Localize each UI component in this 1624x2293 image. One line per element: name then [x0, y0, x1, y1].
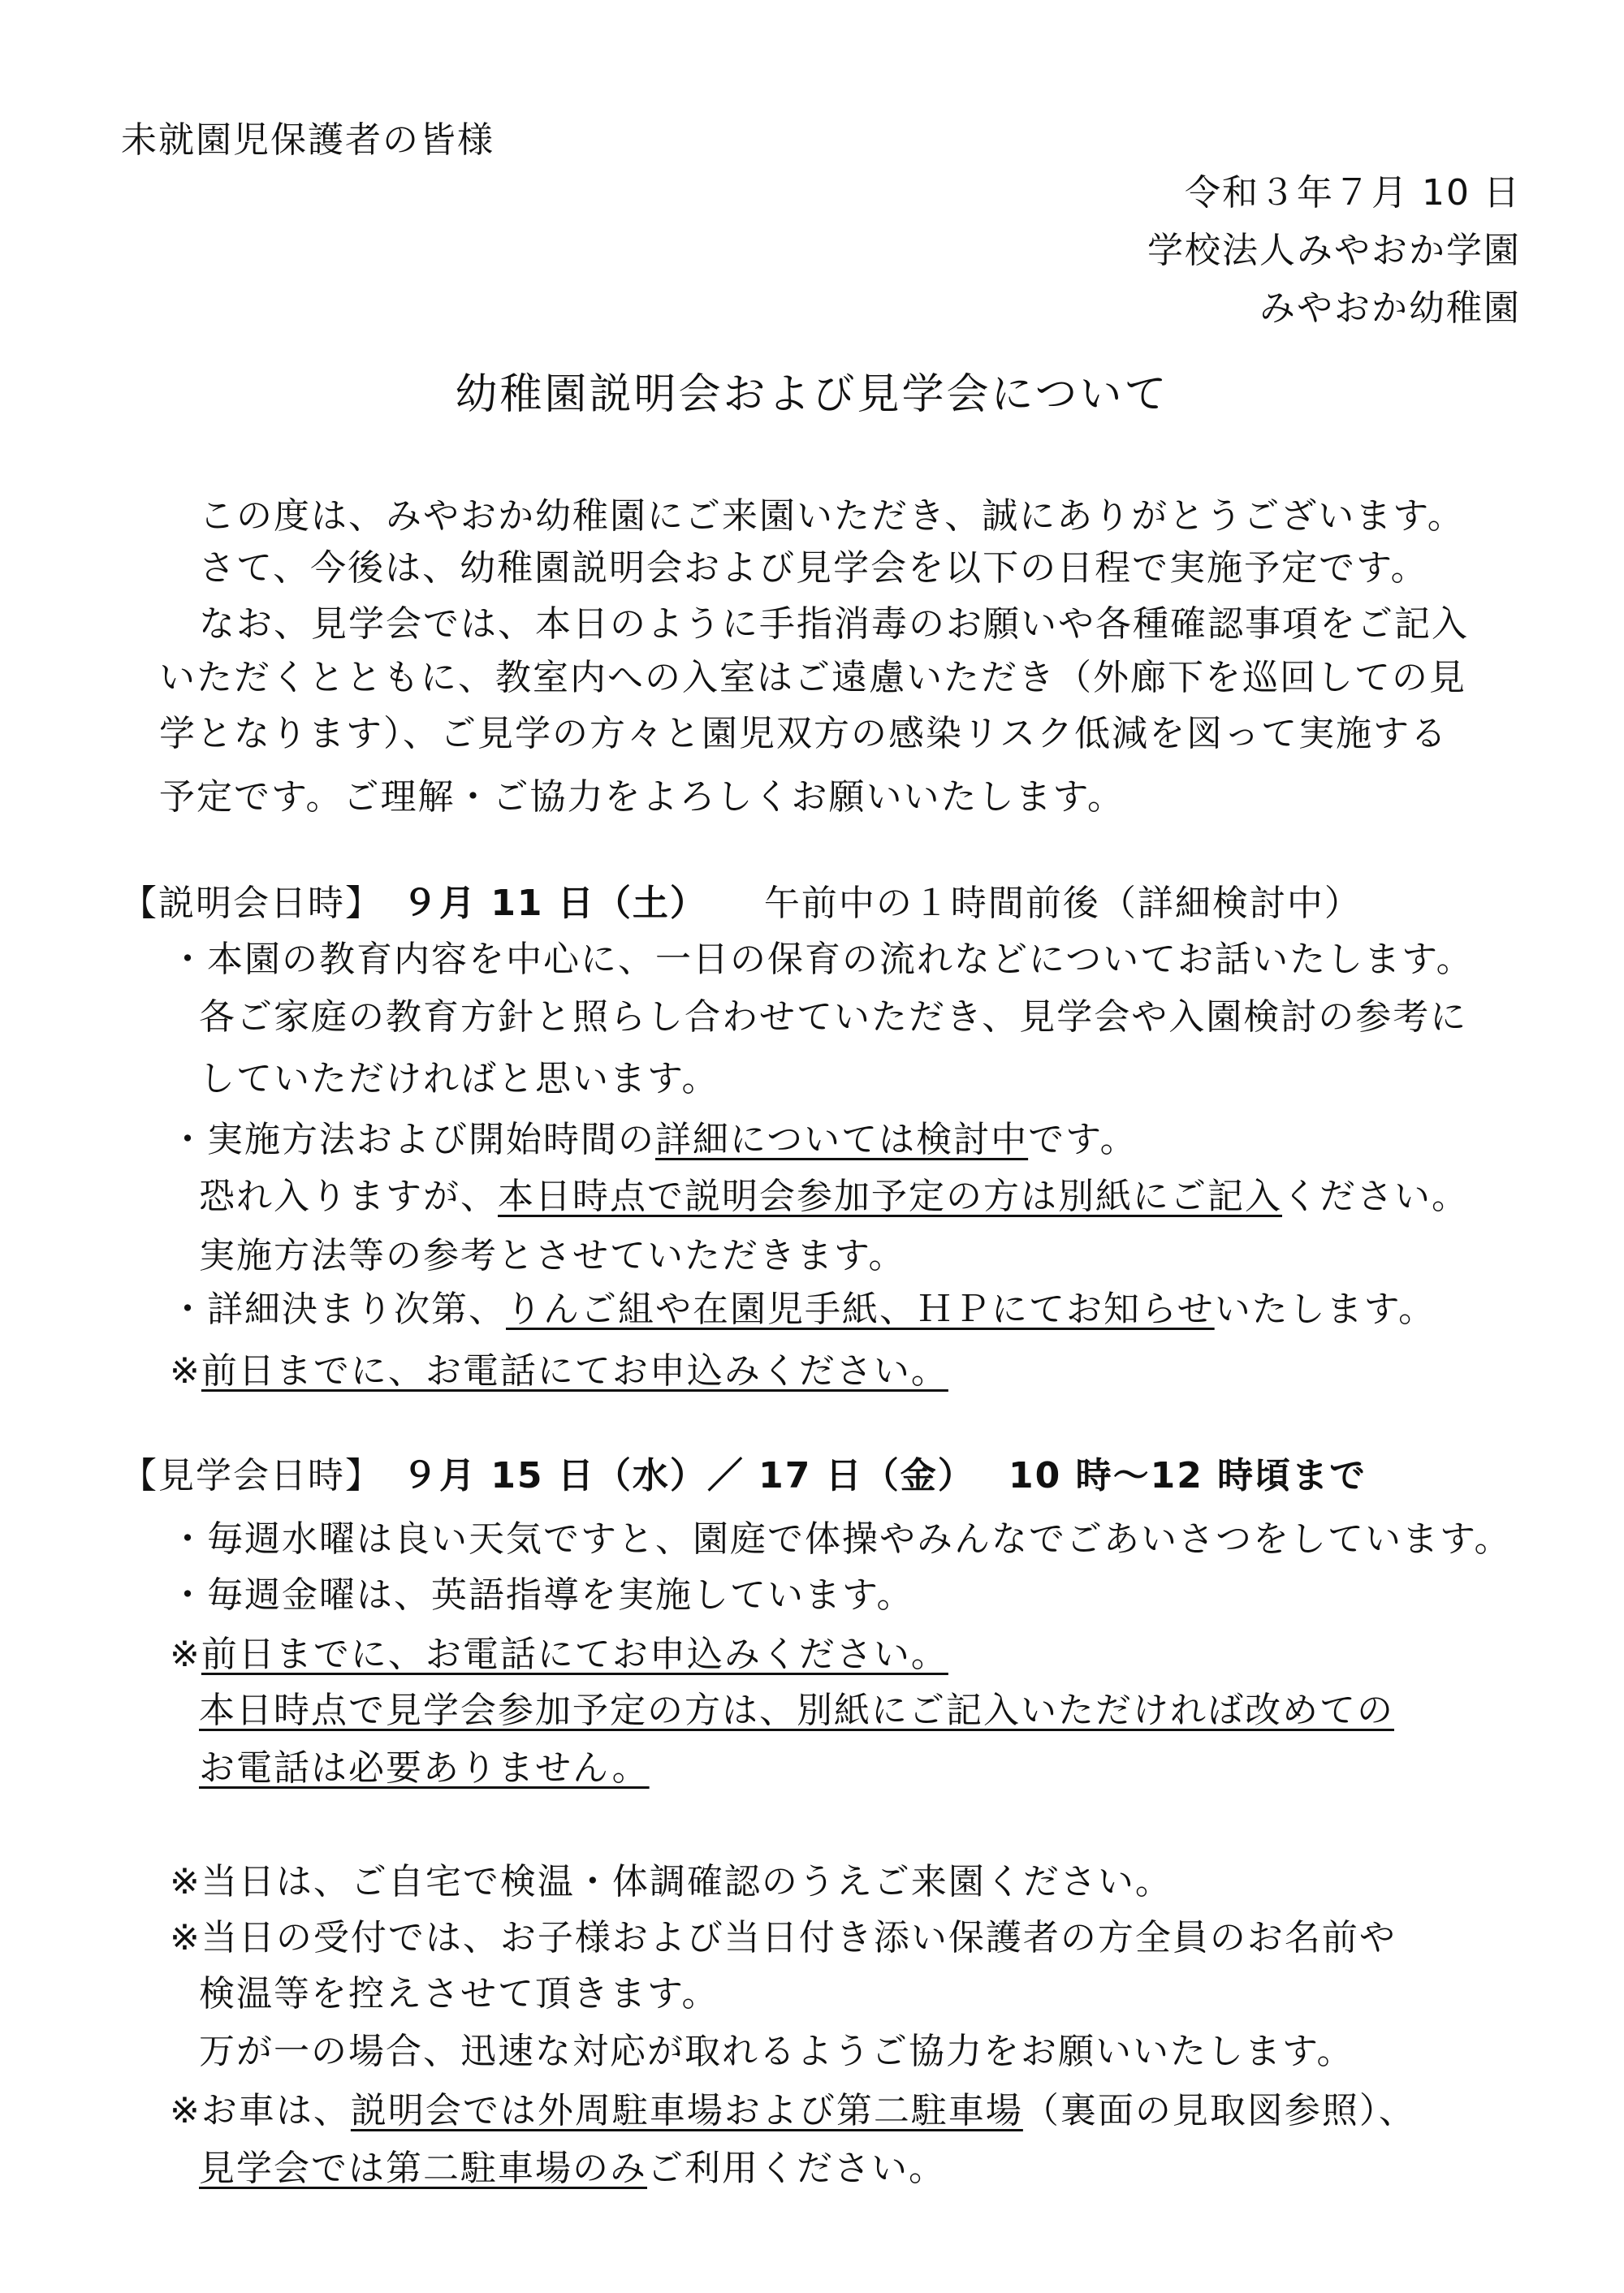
text-segment: です。 [1028, 1119, 1138, 1160]
briefing-bullet [170, 1287, 1436, 1332]
text-segment: していただければと思います。 [199, 1058, 719, 1099]
school-name: みやおか幼稚園 [1259, 287, 1521, 329]
underlined-text: 説明会では外周駐車場および第二駐車場 [350, 2090, 1023, 2131]
text-segment: いただくとともに、教室内への入室はご遠慮いただき（外廊下を巡回しての見 [159, 657, 1466, 698]
intro-line [199, 494, 1465, 539]
underlined-text: 前日までに、お電話にてお申込みください。 [201, 1634, 948, 1675]
tour-note-cont [199, 1688, 1394, 1734]
intro-line [159, 775, 1125, 820]
intro-line [199, 546, 1428, 591]
briefing-bullet-cont [199, 995, 1467, 1040]
organization: 学校法人みやおか学園 [1147, 230, 1521, 271]
text-segment: ・毎週水曜は良い天気ですと、園庭で体操やみんなでごあいさつをしています。 [170, 1518, 1512, 1560]
text-segment: 各ご家庭の教育方針と照らし合わせていただき、見学会や入園検討の参考に [199, 996, 1468, 1038]
text-segment: ※ [170, 1634, 201, 1675]
text-segment: 午前中の１時間前後（詳細検討中） [689, 883, 1362, 924]
text-segment: 恐れ入りますが、 [199, 1176, 498, 1217]
text-segment: この度は、みやおか幼稚園にご来園いただき、誠にありがとうございます。 [199, 495, 1465, 537]
text-segment: 予定です。ご理解・ご協力をよろしくお願いいたします。 [159, 776, 1125, 818]
underlined-text: 詳細については検討中 [655, 1119, 1029, 1160]
text-segment: 万が一の場合、迅速な対応が取れるようご協力をお願いいたします。 [199, 2031, 1354, 2072]
briefing-heading [121, 881, 1362, 926]
general-note-cont [199, 1971, 719, 2017]
text-segment: ※当日の受付では、お子様および当日付き添い保護者の方全員のお名前や [170, 1917, 1397, 1958]
briefing-bullet [170, 937, 1474, 982]
underlined-text: お電話は必要ありません。 [199, 1747, 650, 1789]
text-segment: 【説明会日時】 [121, 883, 402, 924]
text-segment: ・詳細決まり次第、 [170, 1289, 506, 1330]
text-segment: ※お車は、 [170, 2090, 351, 2131]
text-segment: ください。 [1282, 1176, 1469, 1217]
general-note [170, 1859, 1173, 1905]
general-note [170, 1915, 1397, 1961]
tour-heading [121, 1453, 1367, 1499]
intro-line [159, 655, 1466, 701]
briefing-note [170, 1349, 948, 1394]
briefing-bullet-cont [199, 1056, 719, 1102]
tour-bullet [170, 1517, 1511, 1562]
parking-note [170, 2088, 1416, 2134]
briefing-bullet-cont [199, 1174, 1469, 1220]
underlined-text: 本日時点で見学会参加予定の方は、別紙にご記入いただければ改めての [199, 1690, 1394, 1731]
text-segment: 実施方法等の参考とさせていただきます。 [199, 1235, 906, 1276]
underlined-text: 本日時点で説明会参加予定の方は別紙にご記入 [498, 1176, 1282, 1217]
tour-note [170, 1632, 948, 1678]
document-title: 幼稚園説明会および見学会について [455, 370, 1169, 419]
text-segment: ご利用ください。 [647, 2148, 946, 2189]
text-segment: 【見学会日時】 [121, 1455, 402, 1496]
issue-date: 令和３年７月 10 日 [1185, 172, 1521, 214]
briefing-bullet-cont [199, 1233, 905, 1279]
briefing-bullet [170, 1117, 1138, 1163]
text-segment: ・毎週金曜は、英語指導を実施しています。 [170, 1574, 914, 1616]
recipient: 未就園児保護者の皆様 [121, 119, 495, 161]
text-segment: ※ [170, 1350, 201, 1392]
text-segment: 検温等を控えさせて頂きます。 [199, 1973, 719, 2014]
parking-note-cont [199, 2146, 946, 2192]
tour-bullet [170, 1573, 914, 1618]
underlined-text: 前日までに、お電話にてお申込みください。 [201, 1350, 948, 1392]
intro-line [159, 711, 1448, 757]
text-segment: ９月 11 日（土） [402, 883, 689, 924]
text-segment: ※当日は、ご自宅で検温・体調確認のうえご来園ください。 [170, 1861, 1173, 1902]
tour-note-cont [199, 1746, 650, 1791]
general-note-cont [199, 2029, 1354, 2075]
text-segment: ９月 15 日（水）／ 17 日（金） 10 時～12 時頃まで [402, 1455, 1367, 1496]
intro-line [199, 602, 1469, 647]
underlined-text: 見学会では第二駐車場のみ [199, 2148, 647, 2189]
text-segment: ・実施方法および開始時間の [170, 1119, 655, 1160]
text-segment: 学となります）、ご見学の方々と園児双方の感染リスク低減を図って実施する [159, 713, 1449, 754]
underlined-text: りんご組や在園児手紙、ＨＰにてお知らせ [506, 1289, 1215, 1330]
text-segment: ・本園の教育内容を中心に、一日の保育の流れなどについてお話いたします。 [170, 939, 1474, 980]
text-segment: さて、今後は、幼稚園説明会および見学会を以下の日程で実施予定です。 [199, 547, 1428, 589]
text-segment: いたします。 [1214, 1289, 1436, 1330]
text-segment: なお、見学会では、本日のように手指消毒のお願いや各種確認事項をご記入 [199, 603, 1469, 645]
text-segment: （裏面の見取図参照）、 [1022, 2090, 1416, 2131]
